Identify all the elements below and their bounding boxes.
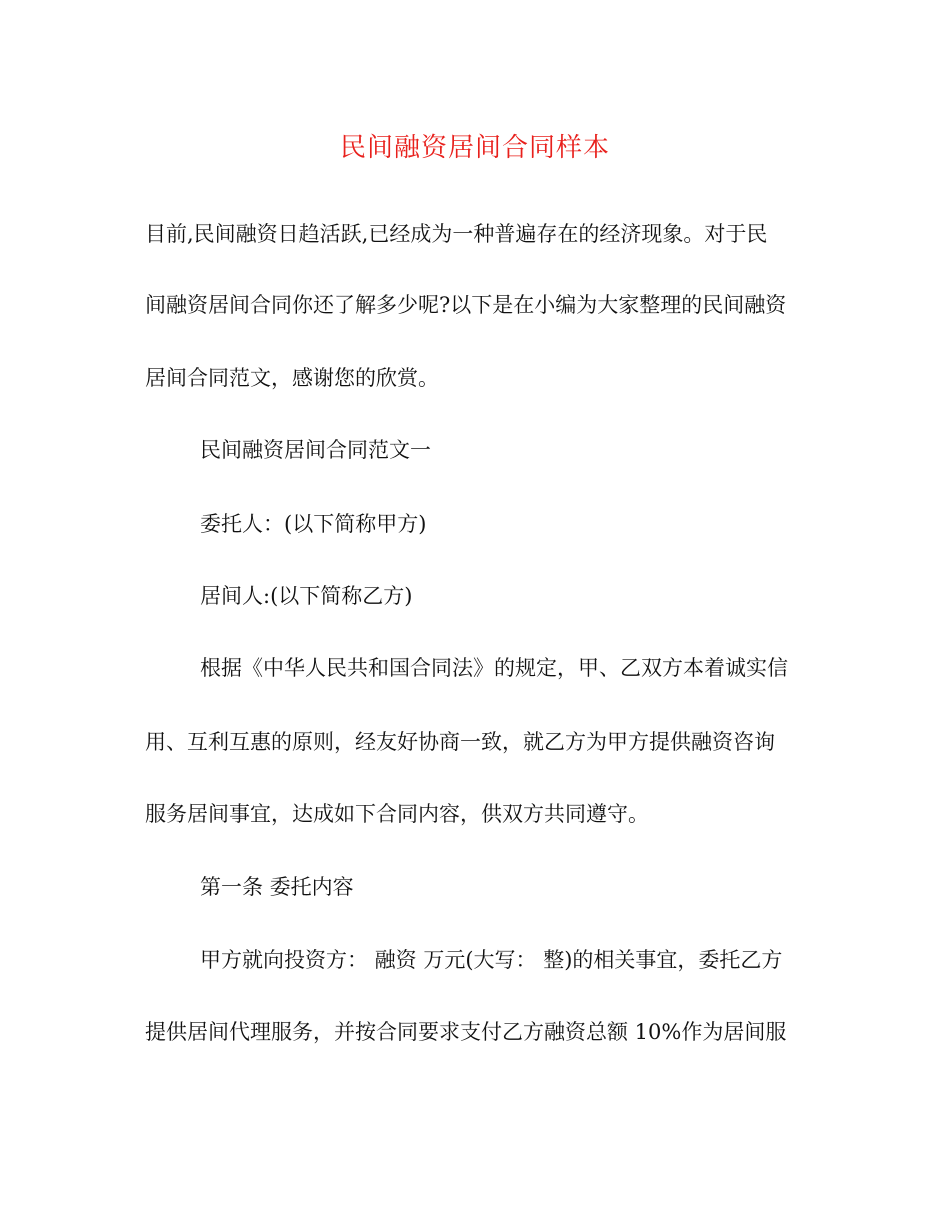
paragraph-line-12: 提供居间代理服务，并按合同要求支付乙方融资总额 10%作为居间服 [145, 1020, 787, 1044]
paragraph-line-7: 根据《中华人民共和国合同法》的规定，甲、乙双方本着诚实信 [200, 656, 788, 680]
paragraph-line-1: 目前,民间融资日趋活跃,已经成为一种普遍存在的经济现象。对于民 [145, 222, 768, 246]
article-one-heading: 第一条 委托内容 [200, 875, 354, 899]
party-a-line: 委托人：(以下简称甲方) [200, 512, 427, 536]
document-title: 民间融资居间合同样本 [339, 133, 610, 163]
paragraph-line-2: 间融资居间合同你还了解多少呢?以下是在小编为大家整理的民间融资 [145, 293, 787, 317]
paragraph-line-8: 用、互利互惠的原则，经友好协商一致，就乙方为甲方提供融资咨询 [145, 730, 775, 754]
paragraph-line-11: 甲方就向投资方： 融资 万元(大写： 整)的相关事宜，委托乙方 [200, 948, 783, 972]
paragraph-line-9: 服务居间事宜，达成如下合同内容，供双方共同遵守。 [145, 802, 649, 826]
party-b-line: 居间人:(以下简称乙方) [200, 584, 413, 608]
section-heading-sample-one: 民间融资居间合同范文一 [200, 438, 431, 462]
paragraph-line-3: 居间合同范文，感谢您的欣赏。 [145, 366, 439, 390]
